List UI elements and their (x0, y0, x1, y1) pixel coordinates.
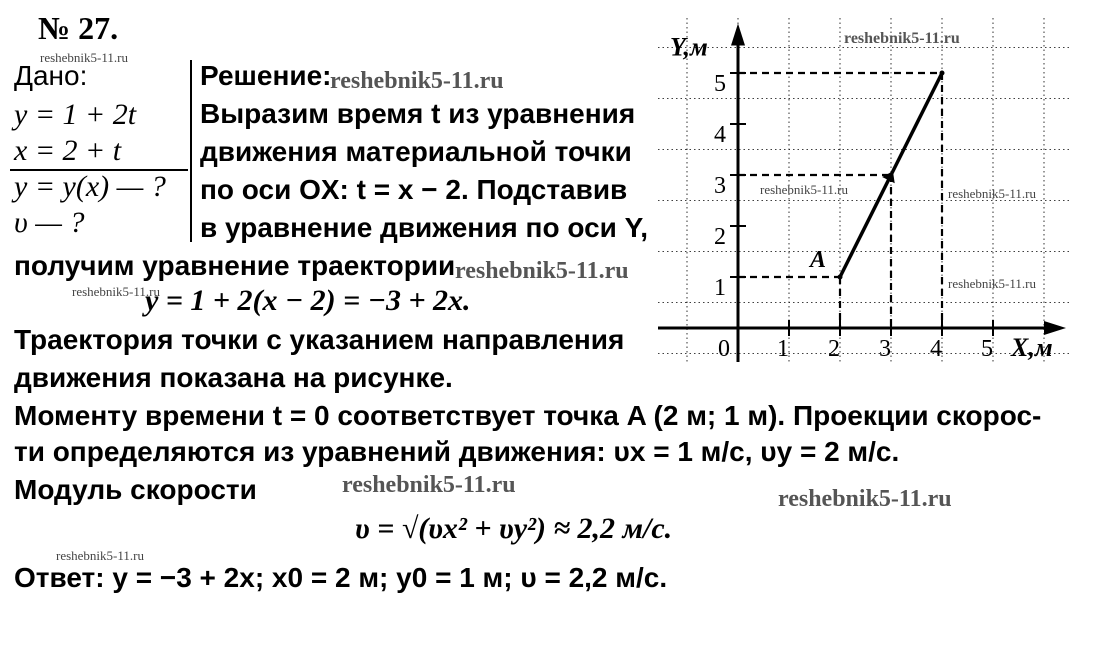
watermark-small: reshebnik5-11.ru (40, 50, 128, 65)
x-tick-label: 0 (718, 336, 730, 362)
find-speed: υ — ? (14, 206, 85, 239)
y-tick-label: 5 (714, 71, 726, 97)
trajectory-formula: y = 1 + 2(x − 2) = −3 + 2x. (145, 284, 471, 317)
given-x-equation: x = 2 + t (14, 134, 122, 167)
paragraph-3-line-2: ти определяются из уравнений движения: υx = 1 м/с, υy = 2 м/с. (14, 436, 900, 467)
watermark-large-1: reshebnik5-11.ru (330, 68, 504, 94)
watermark-large-4: reshebnik5-11.ru (778, 486, 952, 512)
y-axis-label: Y,м (670, 32, 708, 62)
speed-formula: υ = √(υx² + υy²) ≈ 2,2 м/с. (355, 512, 673, 545)
problem-number: № 27. (38, 10, 119, 46)
solution-line-4: в уравнение движения по оси Y, (200, 212, 648, 243)
solution-line-2: движения материальной точки (200, 136, 632, 167)
watermark-graph-2: reshebnik5-11.ru (760, 182, 848, 197)
trajectory-point (940, 71, 945, 76)
point-a-label: A (810, 247, 827, 273)
solution-line-1: Выразим время t из уравнения (200, 98, 636, 129)
watermark-large-3: reshebnik5-11.ru (342, 472, 516, 498)
watermark-graph-1: reshebnik5-11.ru (844, 30, 960, 47)
y-tick-label: 3 (714, 173, 726, 199)
paragraph-2-line-1: Траектория точки с указанием направления (14, 324, 625, 355)
y-axis-arrow (731, 24, 745, 46)
paragraph-2-line-2: движения показана на рисунке. (14, 362, 453, 393)
x-tick-label: 2 (828, 336, 840, 362)
given-label: Дано: (14, 60, 88, 91)
speed-label: Модуль скорости (14, 474, 257, 505)
solution-line-3: по оси OX: t = x − 2. Подставив (200, 174, 628, 205)
watermark-small-2: reshebnik5-11.ru (72, 284, 160, 299)
x-tick-label: 5 (981, 336, 993, 362)
trajectory-point (838, 275, 843, 280)
x-tick-label: 3 (879, 336, 891, 362)
watermark-small-3: reshebnik5-11.ru (56, 548, 144, 563)
watermark-large-2: reshebnik5-11.ru (455, 258, 629, 284)
solution-heading: Решение: (200, 60, 332, 91)
watermark-graph-4: reshebnik5-11.ru (948, 276, 1036, 291)
x-tick-label: 1 (777, 336, 789, 362)
paragraph-3-line-1: Моменту времени t = 0 соответствует точка A (2 м; 1 м). Проекции скорос- (14, 400, 1042, 431)
solution-line-5: получим уравнение траектории (14, 250, 456, 281)
given-y-equation: y = 1 + 2t (14, 98, 137, 131)
x-axis-label: X,м (1011, 333, 1053, 362)
y-tick-label: 4 (714, 122, 726, 148)
x-tick-label: 4 (930, 336, 942, 362)
y-tick-label: 1 (714, 275, 726, 301)
y-tick-label: 2 (714, 224, 726, 250)
direction-arrow-shaft (860, 180, 888, 236)
watermark-graph-3: reshebnik5-11.ru (948, 186, 1036, 201)
find-trajectory: y = y(x) — ? (14, 170, 166, 203)
answer: Ответ: y = −3 + 2x; x0 = 2 м; y0 = 1 м; υ = 2,2 м/с. (14, 562, 668, 593)
given-separator (190, 60, 192, 242)
